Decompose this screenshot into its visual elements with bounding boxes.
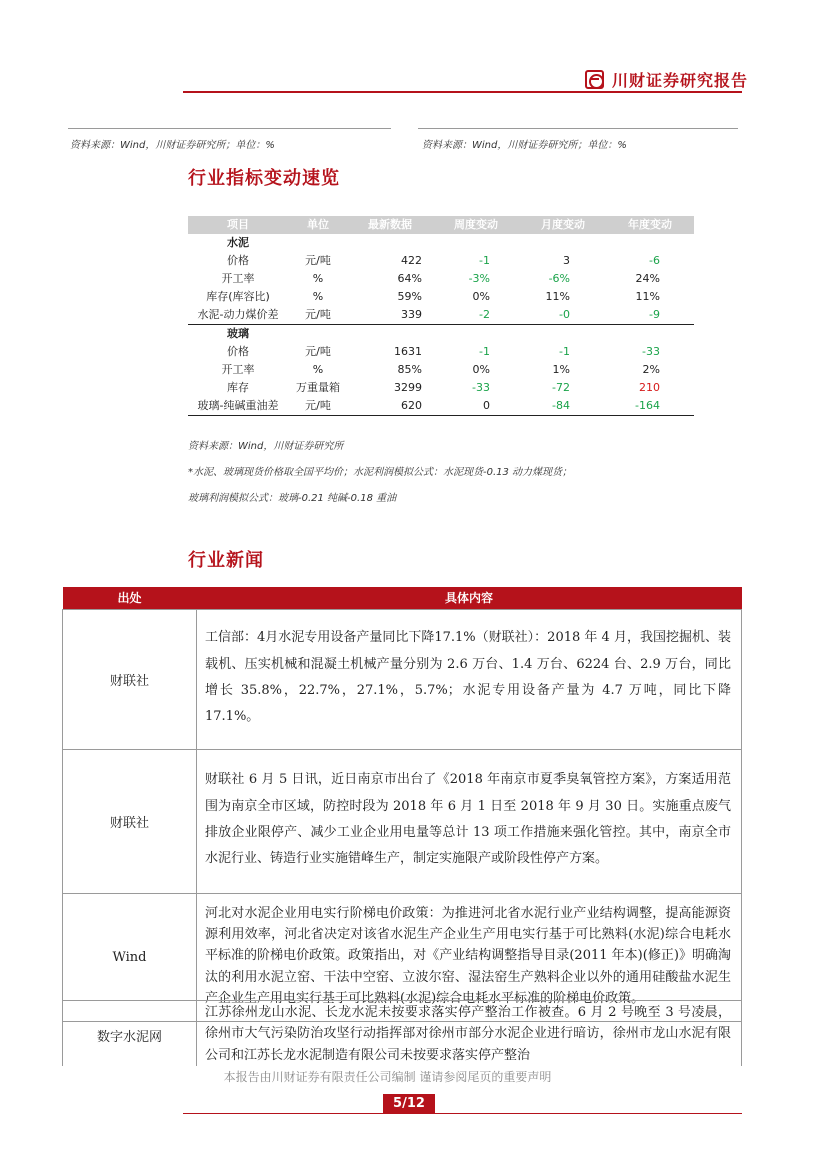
indicator-item: 库存: [227, 381, 249, 394]
indicator-yearly: 11%: [635, 290, 660, 303]
indicator-monthly: -0: [559, 308, 570, 321]
col-header-latest: 最新数据: [368, 218, 412, 231]
indicator-monthly: 1%: [552, 363, 570, 376]
indicator-yearly: 210: [639, 381, 660, 394]
indicator-unit: 元/吨: [305, 345, 331, 358]
indicator-item: 玻璃-纯碱重油差: [188, 397, 288, 416]
news-table-continued: [62, 1000, 742, 1066]
page-number: 5/12: [383, 1094, 435, 1113]
news-header-content: 具体内容: [197, 587, 742, 609]
news-source: 财联社: [63, 609, 197, 749]
indicator-group-name: 水泥: [227, 236, 249, 249]
indicator-group-name: 玻璃: [188, 325, 288, 344]
indicator-row: [188, 343, 694, 361]
indicator-row: [188, 361, 694, 379]
col-header-yearly: 年度变动: [628, 218, 672, 231]
header-rule: [183, 91, 742, 93]
indicator-unit: 元/吨: [305, 308, 331, 321]
formula-note-1: *水泥、玻璃现货价格取全国平均价；水泥利润模拟公式：水泥现货-0.13 动力煤现货；: [188, 467, 573, 478]
indicator-row: [188, 379, 694, 397]
indicator-yearly: -164: [606, 397, 694, 416]
indicator-header-row: [188, 216, 694, 234]
indicator-item: 价格: [227, 345, 249, 358]
indicator-monthly: -72: [552, 381, 570, 394]
news-row: [63, 1001, 742, 1067]
indicator-monthly: -84: [520, 397, 606, 416]
brand-logo-icon: [585, 70, 604, 89]
indicator-item: 库存(库容比): [206, 290, 270, 303]
indicator-weekly: -33: [472, 381, 490, 394]
indicator-row: [188, 397, 694, 416]
indicator-item: 价格: [227, 254, 249, 267]
news-content: 工信部：4月水泥专用设备产量同比下降17.1%（财联社）：2018 年 4 月，我国挖掘机、装载机、压实机械和混凝土机械产量分别为 2.6 万台、1.4 万台、6224 台、2.9 万台，同比增长 35.8%，22.7%，27.1%，5.7%；水泥专用设备产量为 4.7 万吨，同比下降 17.1%。: [197, 609, 742, 749]
indicator-row: [188, 288, 694, 306]
indicator-weekly: -3%: [468, 272, 490, 285]
indicator-latest: 1631: [394, 345, 422, 358]
news-source: Wind: [63, 893, 197, 1021]
indicator-yearly: -6: [649, 254, 660, 267]
col-header-weekly: 周度变动: [454, 218, 498, 231]
indicator-yearly: 24%: [635, 272, 660, 285]
news-content: 财联社 6 月 5 日讯，近日南京市出台了《2018 年南京市夏季臭氧管控方案》，方案适用范围为南京全市区域，防控时段为 2018 年 6 月 1 日至 2018 年 9 月 30 日。实施重点废气排放企业限停产、减少工业企业用电量等总计 13 项工作措施来强化管控。其中，南京全市水泥行业、铸造行业实施错峰生产，制定实施限产或阶段性停产方案。: [197, 749, 742, 893]
left-source-rule: [68, 128, 391, 129]
indicator-table: [188, 216, 694, 416]
footer-disclaimer: 本报告由川财证券有限责任公司编制 谨请参阅尾页的重要声明: [223, 1070, 552, 1084]
indicator-row: [188, 252, 694, 270]
indicator-unit: %: [312, 272, 324, 285]
indicator-unit: %: [312, 290, 324, 303]
indicator-latest: 64%: [397, 272, 422, 285]
indicator-unit: %: [312, 363, 324, 376]
news-last-row-clip: [62, 1000, 742, 1066]
indicator-monthly: -6%: [548, 272, 570, 285]
col-header-item: 项目: [227, 218, 249, 231]
left-source-note: 资料来源：Wind，川财证券研究所；单位：%: [70, 140, 275, 151]
indicator-unit: 元/吨: [288, 397, 348, 416]
indicator-latest: 422: [401, 254, 422, 267]
indicator-weekly: 0%: [472, 363, 490, 376]
news-header-source: 出处: [63, 587, 197, 609]
formula-note-2: 玻璃利润模拟公式：玻璃-0.21 纯碱-0.18 重油: [188, 493, 397, 504]
indicator-item: 开工率: [221, 272, 255, 285]
indicator-weekly: -1: [479, 345, 490, 358]
indicator-row: [188, 306, 694, 325]
news-content: 河北对水泥企业用电实行阶梯电价政策：为推进河北省水泥行业产业结构调整，提高能源资源利用效率，河北省决定对该省水泥生产企业生产用电实行基于可比熟料(水泥)综合电耗水平标准的阶梯电价政策。政策指出，对《产业结构调整指导目录(2011 年本)(修正)》明确淘汰的利用水泥立窑、干法中空窑、立波尔窑、湿法窑生产熟料企业以外的通用硅酸盐水泥生产企业生产用电实行基于可比熟料(水泥)综合电耗水平标准的阶梯电价政策。: [197, 893, 742, 1021]
indicator-item: 开工率: [221, 363, 255, 376]
col-header-monthly: 月度变动: [541, 218, 585, 231]
indicator-latest: 339: [401, 308, 422, 321]
indicator-latest: 3299: [394, 381, 422, 394]
indicator-latest: 620: [348, 397, 432, 416]
indicator-yearly: -9: [649, 308, 660, 321]
footer-rule: [183, 1113, 742, 1114]
report-brand: [585, 68, 748, 90]
indicator-group-row: [188, 234, 694, 252]
col-header-unit: 单位: [307, 218, 329, 231]
indicator-monthly: 11%: [545, 290, 570, 303]
indicator-item: 水泥-动力煤价差: [197, 308, 279, 321]
news-table: [62, 587, 742, 1022]
indicator-group-row: [188, 325, 694, 344]
table-source-note: 资料来源：Wind，川财证券研究所: [188, 441, 344, 452]
indicator-weekly: -2: [479, 308, 490, 321]
indicator-weekly: 0%: [472, 290, 490, 303]
section-title-indicators: 行业指标变动速览: [188, 168, 340, 189]
indicator-weekly: 0: [432, 397, 520, 416]
indicator-weekly: -1: [479, 254, 490, 267]
right-source-rule: [418, 128, 738, 129]
news-source: 数字水泥网: [63, 1001, 197, 1067]
indicator-monthly: -1: [559, 345, 570, 358]
indicator-yearly: -33: [642, 345, 660, 358]
indicator-monthly: 3: [563, 254, 570, 267]
news-content: 江苏徐州龙山水泥、长龙水泥未按要求落实停产整治工作被查。6 月 2 号晚至 3 号凌晨，徐州市大气污染防治攻坚行动指挥部对徐州市部分水泥企业进行暗访，徐州市龙山水泥有限公司和江苏长龙水泥制造有限公司未按要求落实停产整治: [197, 1001, 742, 1067]
news-source: 财联社: [63, 749, 197, 893]
indicator-latest: 85%: [397, 363, 422, 376]
news-row: [63, 749, 742, 893]
section-title-news: 行业新闻: [188, 550, 264, 571]
news-header-row: [63, 587, 742, 609]
indicator-latest: 59%: [397, 290, 422, 303]
right-source-note: 资料来源：Wind，川财证券研究所；单位：%: [422, 140, 627, 151]
brand-title: 川财证券研究报告: [612, 70, 749, 90]
indicator-unit: 万重量箱: [296, 381, 340, 394]
indicator-yearly: 2%: [642, 363, 660, 376]
indicator-unit: 元/吨: [305, 254, 331, 267]
news-row: [63, 609, 742, 749]
indicator-row: [188, 270, 694, 288]
